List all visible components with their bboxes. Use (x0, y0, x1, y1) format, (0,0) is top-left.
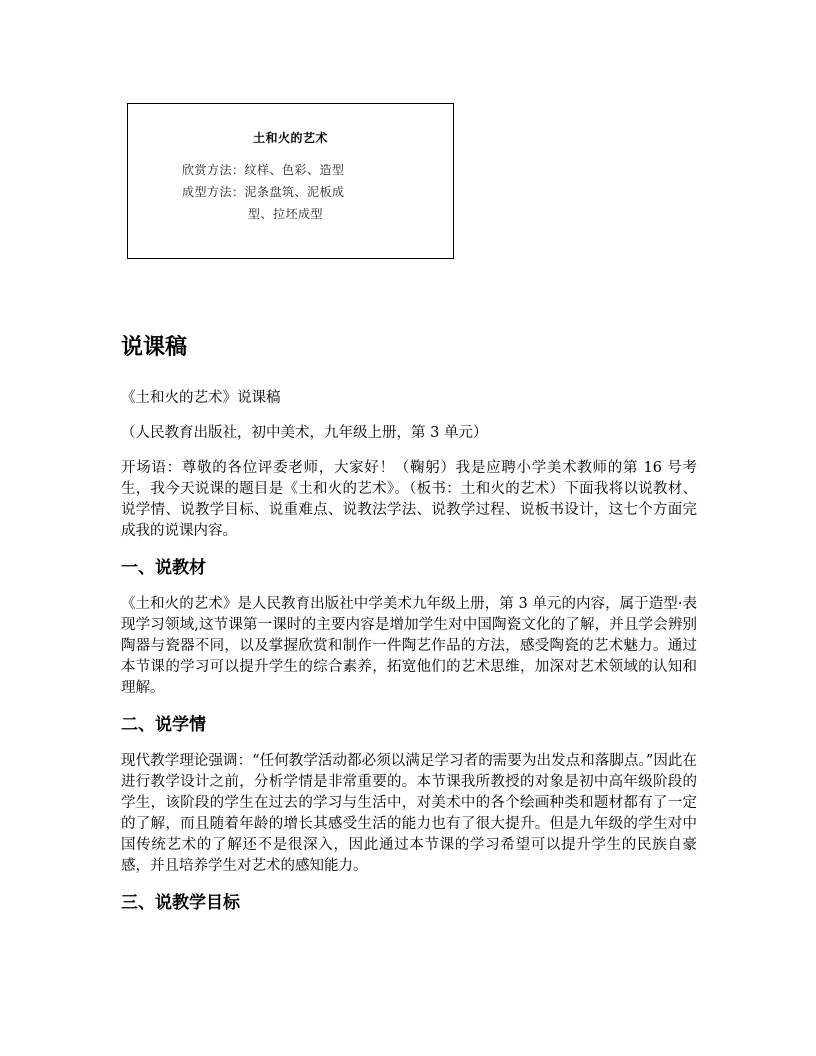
document-title: 说课稿 (121, 335, 188, 360)
section-heading-students: 二、说学情 (121, 715, 206, 735)
section-heading-textbook: 一、说教材 (121, 558, 206, 578)
document-source: （人民教育出版社，初中美术，九年级上册，第 3 单元） (121, 425, 488, 441)
document-subtitle: 《土和火的艺术》说课稿 (121, 390, 281, 406)
section-text-textbook: 《土和火的艺术》是人民教育出版社中学美术九年级上册，第 3 单元的内容，属于造型·表现学习领域,这节课第一课时的主要内容是增加学生对中国陶瓷文化的了解，并且学会辨别陶器与瓷器不同，以及掌握欣赏和制作一件陶艺作品的方法，感受陶瓷的艺术魅力。通过本节课的学习可以提升学生的综合素养，拓宽他们的艺术思维，加深对艺术领域的认知和理解。 (121, 596, 697, 696)
board-line-forming: 成型方法：泥条盘筑、泥板成 (182, 185, 345, 199)
blackboard-design-box (127, 103, 454, 259)
section-text-students: 现代教学理论强调：“任何教学活动都必须以满足学习者的需要为出发点和落脚点。”因此在进行教学设计之前，分析学情是非常重要的。本节课我所教授的对象是初中高年级阶段的学生，该阶段的学生在过去的学习与生活中，对美术中的各个绘画种类和题材都有了一定的了解，而且随着年龄的增长其感受生活的能力也有了很大提升。但是九年级的学生对中国传统艺术的了解还不是很深入，因此通过本节课的学习希望可以提升学生的民族自豪感，并且培养学生对艺术的感知能力。 (121, 753, 697, 874)
board-title: 土和火的艺术 (252, 131, 328, 145)
board-line-appreciation: 欣赏方法：纹样、色彩、造型 (182, 163, 345, 177)
document-body (121, 332, 697, 929)
opening-paragraph: 开场语：尊敬的各位评委老师，大家好！（鞠躬）我是应聘小学美术教师的第 16 号考生，我今天说课的题目是《土和火的艺术》。（板书：土和火的艺术）下面我将以说教材、说学情、说教学目标、说重难点、说教法学法、说教学过程、说板书设计，这七个方面完成我的说课内容。 (121, 460, 697, 539)
board-line-forming-cont: 型、拉坯成型 (248, 207, 324, 221)
section-heading-objectives: 三、说教学目标 (121, 893, 240, 913)
